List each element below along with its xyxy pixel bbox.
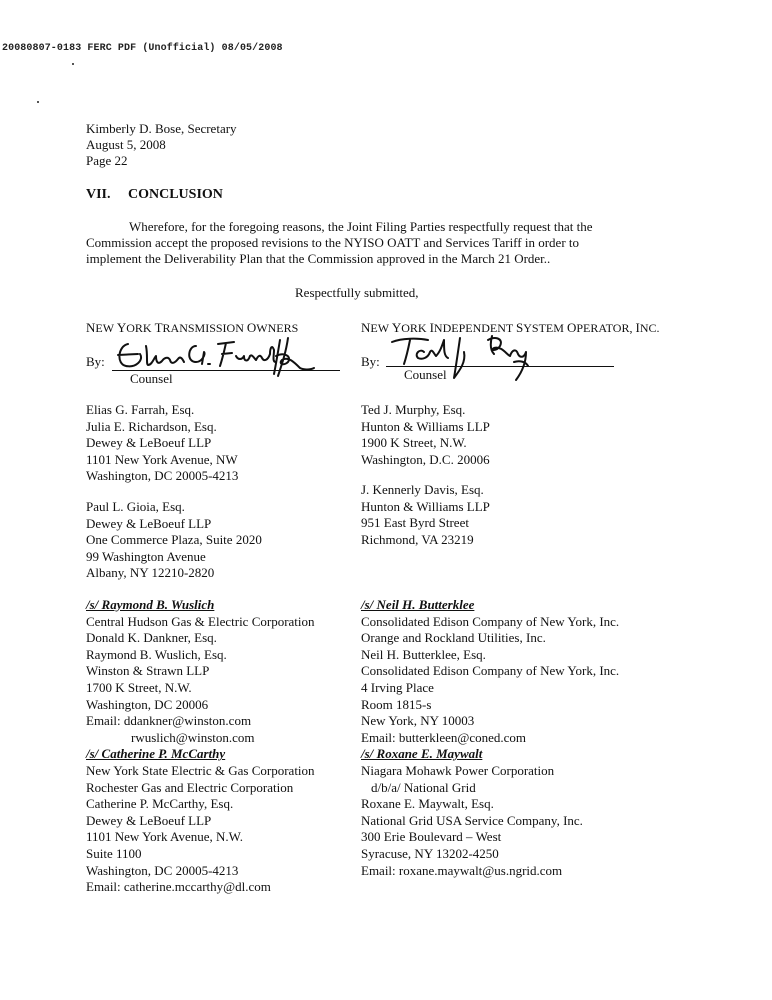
email-line: Email: butterkleen@coned.com <box>361 729 527 745</box>
address-line: New York, NY 10003 <box>361 713 475 729</box>
org-small: ORK <box>401 321 430 335</box>
address-line: Catherine P. McCarthy, Esq. <box>86 796 234 812</box>
scan-speck <box>37 101 39 103</box>
address-line: Hunton & Williams LLP <box>361 418 490 434</box>
paragraph-line: implement the Deliverability Plan that the Commission approved in the March 21 Order.. <box>86 251 551 266</box>
org-cap: I <box>429 320 434 335</box>
address-line: Hunton & Williams LLP <box>361 498 490 514</box>
org-cap: T <box>154 320 163 335</box>
scan-speck <box>72 63 74 65</box>
address-line: Suite 1100 <box>86 845 142 861</box>
address-line: J. Kennerly Davis, Esq. <box>361 482 484 497</box>
right-counsel-block-3 <box>361 597 619 879</box>
org-small: ORK <box>126 321 155 335</box>
address-line: 1101 New York Avenue, NW <box>86 451 238 467</box>
email-line: rwuslich@winston.com <box>131 729 255 745</box>
email-line: Email: catherine.mccarthy@dl.com <box>86 879 271 895</box>
org-cap: Y <box>391 320 402 335</box>
section-number: VII. <box>86 187 111 202</box>
address-line: Washington, DC 20005-4213 <box>86 468 239 484</box>
electronic-signature: /s/ Neil H. Butterklee <box>361 597 475 612</box>
address-line: Consolidated Edison Company of New York, Inc. <box>361 613 620 629</box>
address-line: Dewey & LeBoeuf LLP <box>86 515 212 531</box>
left-counsel-block-2 <box>86 499 262 582</box>
address-line: 1900 K Street, N.W. <box>361 435 467 451</box>
paragraph-line: Wherefore, for the foregoing reasons, the Joint Filing Parties respectfully request that the <box>129 219 593 234</box>
org-small: PERATOR, <box>576 321 636 335</box>
address-line: Raymond B. Wuslich, Esq. <box>86 646 227 662</box>
address-line: 951 East Byrd Street <box>361 515 469 531</box>
address-line: Dewey & LeBoeuf LLP <box>86 435 212 451</box>
conclusion-paragraph <box>86 219 646 267</box>
left-counsel-block-3 <box>86 597 315 896</box>
left-by-label: By: <box>86 354 105 369</box>
right-counsel-block-2 <box>361 482 490 548</box>
address-line: Central Hudson Gas & Electric Corporation <box>86 613 315 629</box>
address-line: Orange and Rockland Utilities, Inc. <box>361 630 546 646</box>
left-counsel-label: Counsel <box>130 371 173 386</box>
org-cap: I <box>635 320 640 335</box>
address-line: Elias G. Farrah, Esq. <box>86 402 195 417</box>
address-line: Washington, DC 20005-4213 <box>86 862 239 878</box>
address-line: Richmond, VA 23219 <box>361 531 474 547</box>
address-line: Neil H. Butterklee, Esq. <box>361 646 486 662</box>
address-line: 1700 K Street, N.W. <box>86 679 192 695</box>
electronic-signature: /s/ Catherine P. McCarthy <box>86 746 226 762</box>
letter-header <box>86 121 237 169</box>
address-line: 1101 New York Avenue, N.W. <box>86 829 243 845</box>
org-small: EW <box>370 321 392 335</box>
email-line: Email: ddankner@winston.com <box>86 713 252 729</box>
address-line: Room 1815-s <box>361 696 432 712</box>
org-small: EW <box>95 321 117 335</box>
address-line: Donald K. Dankner, Esq. <box>86 630 217 646</box>
electronic-signature: /s/ Raymond B. Wuslich <box>86 597 215 612</box>
org-cap: Y <box>116 320 127 335</box>
electronic-signature: /s/ Roxane E. Maywalt <box>361 746 483 762</box>
right-by-label: By: <box>361 354 380 369</box>
addressee: Kimberly D. Bose, Secretary <box>86 121 237 136</box>
org-small: NC. <box>639 321 660 335</box>
org-cap: O <box>566 320 577 335</box>
address-line: Consolidated Edison Company of New York, Inc. <box>361 663 620 679</box>
letter-date: August 5, 2008 <box>86 137 166 152</box>
closing-phrase: Respectfully submitted, <box>295 285 419 300</box>
address-line: National Grid USA Service Company, Inc. <box>361 812 583 828</box>
address-line: Washington, DC 20006 <box>86 696 209 712</box>
left-counsel-block-1 <box>86 402 238 485</box>
org-cap: O <box>246 320 257 335</box>
address-line: 300 Erie Boulevard – West <box>361 829 502 845</box>
address-line: Winston & Strawn LLP <box>86 663 210 679</box>
address-line: d/b/a/ National Grid <box>371 779 476 795</box>
address-line: One Commerce Plaza, Suite 2020 <box>86 532 262 548</box>
org-small: WNERS <box>256 321 299 335</box>
address-line: Washington, D.C. 20006 <box>361 451 490 467</box>
right-counsel-label: Counsel <box>404 367 447 382</box>
address-line: Ted J. Murphy, Esq. <box>361 402 466 417</box>
org-cap: S <box>516 320 524 335</box>
org-cap: N <box>86 320 96 335</box>
right-counsel-block-1 <box>361 402 490 468</box>
address-line: Dewey & LeBoeuf LLP <box>86 812 212 828</box>
section-heading <box>86 187 223 203</box>
org-cap: N <box>361 320 371 335</box>
address-line: Roxane E. Maywalt, Esq. <box>361 796 494 812</box>
address-line: New York State Electric & Gas Corporation <box>86 762 315 778</box>
address-line: Paul L. Gioia, Esq. <box>86 499 185 514</box>
address-line: Julia E. Richardson, Esq. <box>86 418 217 434</box>
address-line: 99 Washington Avenue <box>86 548 206 564</box>
address-line: Albany, NY 12210-2820 <box>86 565 215 581</box>
ferc-filing-stamp: 20080807-0183 FERC PDF (Unofficial) 08/05/2008 <box>2 43 283 54</box>
page-number: Page 22 <box>86 153 128 168</box>
section-title: CONCLUSION <box>128 187 223 202</box>
org-small: YSTEM <box>523 321 567 335</box>
org-small: RANSMISSION <box>162 321 247 335</box>
address-line: Rochester Gas and Electric Corporation <box>86 779 294 795</box>
org-small: NDEPENDENT <box>433 321 517 335</box>
address-line: 4 Irving Place <box>361 679 434 695</box>
paragraph-line: Commission accept the proposed revisions to the NYISO OATT and Services Tariff in order to <box>86 235 580 250</box>
address-line: Syracuse, NY 13202-4250 <box>361 845 499 861</box>
address-line: Niagara Mohawk Power Corporation <box>361 762 555 778</box>
email-line: Email: roxane.maywalt@us.ngrid.com <box>361 862 563 878</box>
